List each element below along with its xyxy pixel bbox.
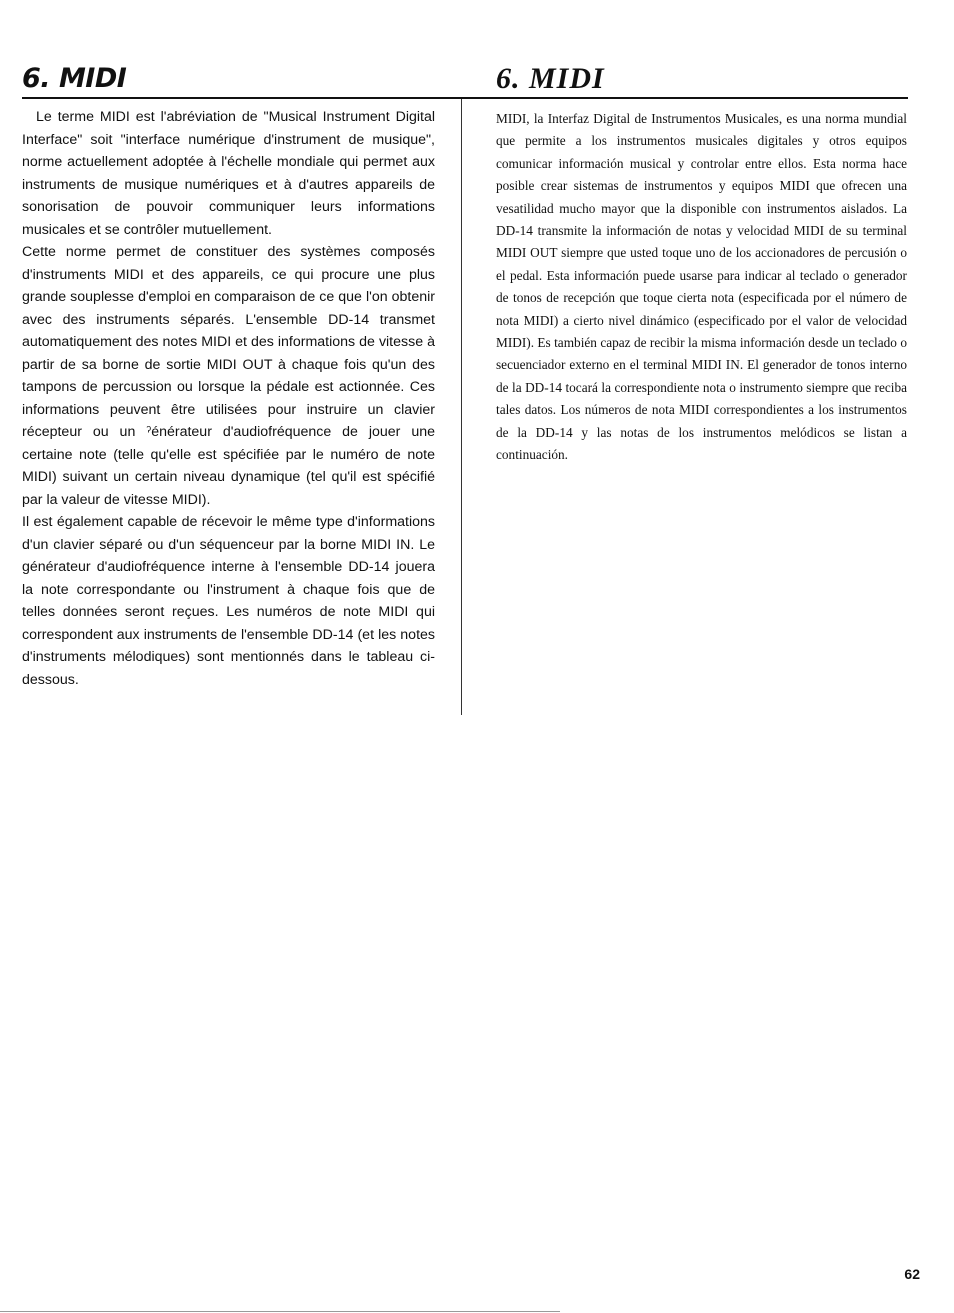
french-body-text [22, 106, 435, 691]
spanish-section-title: 6. MIDI [496, 62, 605, 95]
french-section-title: 6. MIDI [22, 63, 127, 94]
column-divider [461, 99, 462, 715]
french-column-header [22, 62, 435, 96]
spanish-paragraph-1: MIDI, la Interfaz Digital de Instrumentos Musicales, es una norma mundial que permite a los instrumentos musicales digitales y otros equipos comunicar información musical y controlar entre ellos. Esta norma hace posible crear sistemas de instrumentos y equipos MIDI que ofrecen una vesatilidad mucho mayor que la disponible con instrumentos aislados. La DD-14 transmite la información de notas y velocidad MIDI de su terminal MIDI OUT siempre que usted toque uno de los accionadores de percusión o el pedal. Esta información puede usarse para indicar al teclado o generador de tonos de recepción que toque cierta nota (especificada por el número de nota MIDI) a cierto nivel dinámico (especificado por el valor de velocidad MIDI). Es también capaz de recibir la misma información desde un teclado o secuenciador externo en el terminal MIDI IN. El generador de tonos interno de la DD-14 tocará la correspondiente nota o instrumento siempre que reciba tales datos. Los números de nota MIDI correspondientes a los instrumentos de la DD-14 y las notas de los instrumentos melódicos se listan a continuación. [496, 111, 907, 463]
french-paragraph-2: Cette norme permet de constituer des systèmes composés d'instruments MIDI et des appareils, ce qui procure une plus grande souplesse d'emploi en comparaison de ce que l'on obtenir avec des instruments séparés. L'ensemble DD-14 transmet automatiquement des notes MIDI et des informations de vitesse à partir de sa borne de sortie MIDI OUT à chaque fois qu'un des tampons de percussion ou lorsque la pédale est actionnée. Ces informations peuvent être utilisées pour instruire un clavier récepteur ou un ˀénérateur d'audiofréquence de jouer une certaine note (telle qu'elle est spécifiée par le numéro de note MIDI) suivant un certain niveau dynamique (tel qu'il est spécifié par la valeur de vitesse MIDI). [22, 244, 435, 508]
french-paragraph-1: Le terme MIDI est l'abréviation de "Musical Instrument Digital Interface" soit "interface numérique d'instrument de musique", norme actuellement adoptée à l'échelle mondiale qui permet aux instruments de musique numériques et à d'autres appareils de sonorisation de pouvoir communiquer leurs informations musicales et se contrôler mutuellement. [22, 109, 435, 238]
spanish-column-header [496, 62, 907, 96]
title-rule [22, 97, 908, 99]
page-number: 62 [904, 1266, 920, 1282]
spanish-body-text [496, 108, 907, 467]
french-paragraph-3: Il est également capable de récevoir le même type d'informations d'un clavier séparé ou d'un séquenceur par la borne MIDI IN. Le générateur d'audiofréquence interne à l'ensemble DD-14 jouera la note correspondante ou l'instrument à chaque fois que de telles données seront reçues. Les numéros de note MIDI qui correspondent aux instruments de l'ensemble DD-14 (et les notes d'instruments mélodiques) sont mentionnés dans le tableau ci-dessous. [22, 514, 435, 688]
bottom-rule [0, 1311, 560, 1312]
